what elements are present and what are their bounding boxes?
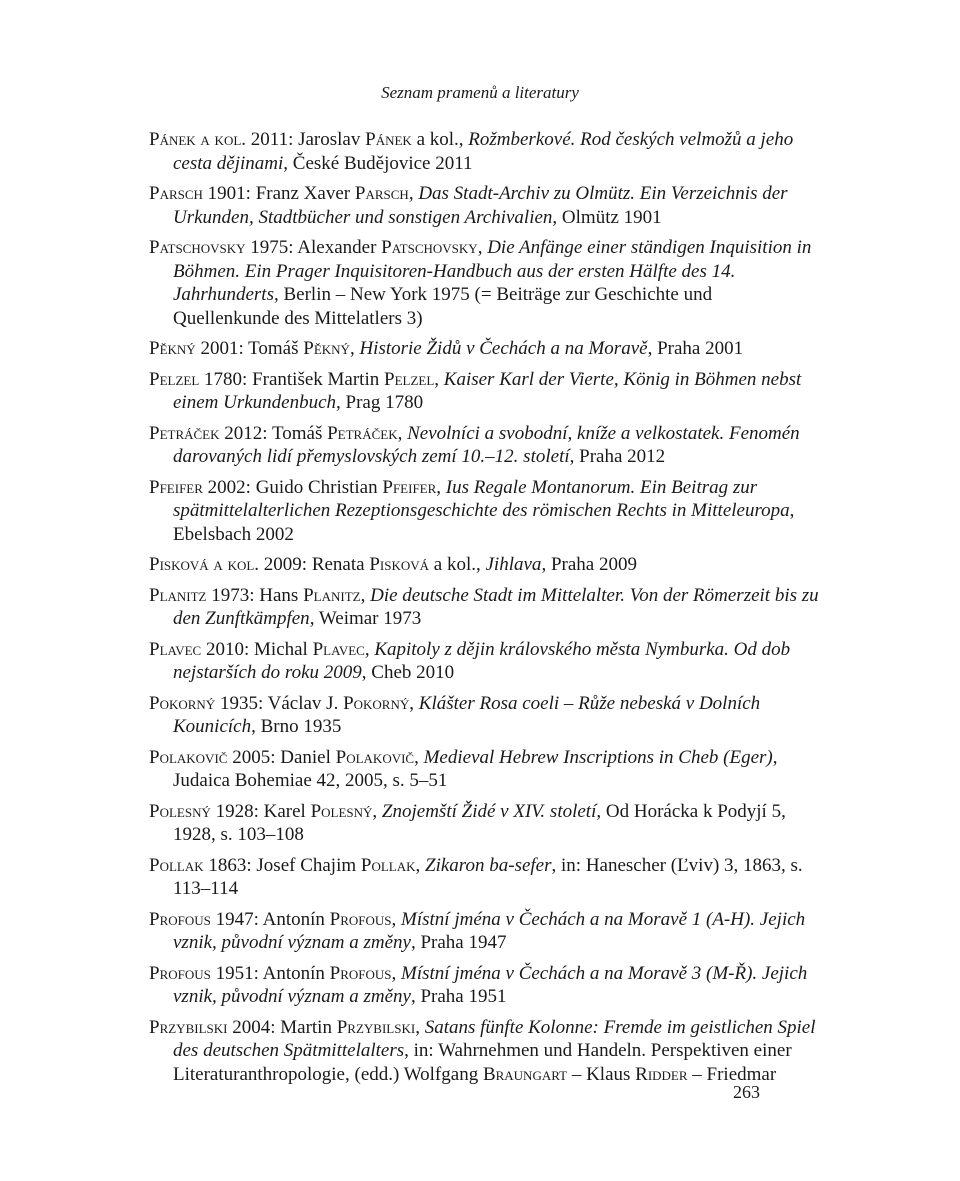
bibliography-entry [149,638,819,685]
entry-editor-name: Ridder [635,1063,688,1085]
entry-key: Pelzel [149,368,200,390]
bibliography-entry [149,908,819,955]
entry-year: 1951: [210,962,263,984]
entry-year: 1947: [210,908,263,930]
entry-author-after: , [349,338,360,359]
entry-title: Znojemští Židé v XIV. století [381,800,597,822]
entry-author-first: Alexander [297,237,382,258]
entry-key: Pánek a kol. [149,129,247,150]
entry-author-last: Polakovič [335,746,415,768]
entry-title: Jihlava [485,554,542,575]
bibliography-entry [149,800,819,847]
bibliography-entry [149,692,819,739]
entry-author-last: Pisková [369,554,430,575]
entry-title: Kapitoly z dějin královského města Nymburka. Od dob nejstarších do roku 2009 [173,638,791,683]
entry-rest: , Praha 2012 [569,446,666,467]
entry-rest: , Praha 1947 [410,932,507,953]
entry-key: Plavec [149,638,202,660]
entry-author-first: Daniel [280,746,336,768]
entry-author-after: , [397,422,408,444]
entry-key: Pfeifer [149,476,203,498]
entry-key: Parsch [149,183,203,204]
entry-key: Planitz [149,584,207,606]
entry-author-after: , [391,908,402,930]
entry-key: Pollak [149,854,204,876]
entry-author-after: , [409,692,419,714]
entry-author-first: Hans [259,584,304,606]
bibliography-entry [149,1016,819,1087]
entry-rest: , in: Wahrnehmen und Handeln. Perspektiven einer Literaturanthropologie, (edd.) Wolfgang [173,1040,792,1085]
entry-author-last: Pánek [365,129,412,150]
entry-title: Kaiser Karl der Vierte, König in Böhmen nebst einem Urkundenbuch [173,368,802,413]
entry-author-last: Planitz [303,584,361,606]
entry-rest: , Praha 2009 [541,554,637,575]
entry-rest: , Ebelsbach 2002 [173,500,795,545]
entry-rest: , in: Hanescher (Ľviv) 3, 1863, s. 113–114 [173,854,803,899]
entry-key: Polesný [149,800,211,822]
entry-author-after: , [408,183,419,204]
entry-author-last: Polesný [310,800,373,822]
entry-rest: , Weimar 1973 [309,608,422,629]
entry-author-last: Plavec [312,638,365,660]
entry-title: Zikaron ba-sefer [425,854,552,876]
entry-editor-name: Braungart [482,1063,568,1085]
entry-author-first: Josef Chajim [256,854,361,876]
entry-year: 2005: [227,746,281,768]
entry-title: Satans fünfte Kolonne: Fremde im geistlichen Spiel des deutschen Spätmittelalters [173,1016,816,1061]
entry-author-last: Pollak [360,854,416,876]
entry-author-first: Antonín [262,908,330,930]
entry-author-first: Michal [254,638,313,660]
bibliography-entry [149,236,819,330]
entry-author-first: Franz Xaver [255,183,355,204]
entry-key: Polakovič [149,746,228,768]
entry-key: Pokorný [149,692,216,714]
entry-editor-text: – Friedmar [687,1063,777,1085]
entry-author-after: , [434,368,444,390]
bibliography-entry [149,962,819,1009]
entry-author-first: František Martin [252,368,384,390]
entry-rest: , Prag 1780 [336,392,424,413]
entry-author-last: Patschovsky [381,237,478,258]
entry-year: 1973: [206,584,260,606]
entry-rest: , Berlin – New York 1975 (= Beiträge zur Geschichte und Quellenkunde des Mittelatlers 3) [173,284,713,329]
entry-year: 1780: [199,368,253,390]
entry-author-after: , [414,746,424,768]
entry-key: Pěkný [149,338,196,359]
entry-rest: , Olmütz 1901 [552,206,662,228]
entry-rest: , Od Horácka k Podyjí 5, 1928, s. 103–108 [173,800,786,845]
entry-year: 1975: [245,237,298,258]
entry-key: Pisková a kol. [149,554,260,575]
entry-title: Rožmberkové. Rod českých velmožů a jeho cesta dějinami [173,129,794,174]
entry-title: Das Stadt-Archiv zu Olmütz. Ein Verzeichnis der Urkunden, Stadtbücher und sonstigen Archivalien [173,183,788,228]
bibliography-entry [149,854,819,901]
entry-author-last: Petráček [327,422,398,444]
entry-key: Przybilski [149,1016,228,1038]
bibliography-entry [149,128,819,175]
entry-rest: , České Budějovice 2011 [283,152,473,174]
entry-year: 2002: [202,476,256,498]
entry-title: Klášter Rosa coeli – Růže nebeská v Dolních Kounicích [173,692,761,737]
bibliography-entry [149,553,819,577]
entry-year: 1928: [210,800,264,822]
page-number: 263 [733,1082,760,1102]
entry-author-last: Parsch [354,183,409,204]
entry-key: Profous [149,962,211,984]
entry-editor-text: – Klaus [567,1063,636,1085]
bibliography-entry [149,746,819,793]
entry-year: 2001: [195,338,249,359]
entry-year: 1901: [202,183,256,204]
entry-rest: , Brno 1935 [251,716,342,737]
entry-author-last: Pokorný [343,692,410,714]
entry-author-first: Renata [311,554,370,575]
entry-key: Profous [149,908,211,930]
running-head: Seznam pramenů a literatury [381,83,579,102]
entry-author-after: a kol., [429,554,486,575]
entry-author-after: , [391,962,402,984]
bibliography-entry [149,476,819,547]
entry-author-after: , [436,476,446,498]
entry-author-last: Pěkný [303,338,350,359]
entry-author-first: Martin [280,1016,337,1038]
entry-author-last: Pfeifer [382,476,437,498]
entry-author-first: Václav J. [267,692,344,714]
entry-rest: , Cheb 2010 [361,662,455,683]
bibliography-entry [149,422,819,469]
entry-year: 2012: [219,422,272,444]
entry-author-after: , [372,800,382,822]
bibliography-entry [149,182,819,229]
entry-title: Místní jména v Čechách a na Moravě 1 (A-H). Jejich vznik, původní význam a změny [173,908,806,953]
entry-year: 1863: [203,854,257,876]
entry-author-after: , [415,1016,425,1038]
entry-author-last: Profous [329,908,392,930]
entry-rest: , Praha 2001 [647,338,744,359]
entry-rest: , Judaica Bohemiae 42, 2005, s. 5–51 [173,746,778,791]
bibliography-entry [149,368,819,415]
entry-author-after: a kol., [411,129,469,150]
entry-author-first: Karel [263,800,311,822]
entry-author-after: , [415,854,426,876]
entry-title: Die deutsche Stadt im Mittelalter. Von der Römerzeit bis zu den Zunftkämpfen [173,584,819,629]
entry-author-after: , [477,237,488,258]
entry-author-after: , [360,584,371,606]
entry-author-first: Tomáš [271,422,328,444]
entry-year: 2011: [246,129,299,150]
entry-author-first: Jaroslav [298,129,366,150]
entry-title: Místní jména v Čechách a na Moravě 3 (M-Ř). Jejich vznik, původní význam a změny [173,962,808,1007]
entry-author-last: Przybilski [336,1016,416,1038]
entry-author-last: Profous [329,962,392,984]
entry-title: Medieval Hebrew Inscriptions in Cheb (Eger) [423,746,773,768]
entry-title: Die Anfänge einer ständigen Inquisition in Böhmen. Ein Prager Inquisitoren-Handbuch aus der ersten Hälfte des 14. Jahrhunderts [173,237,812,305]
entry-year: 2009: [259,554,312,575]
bibliography-list [149,128,819,1093]
bibliography-entry [149,337,819,361]
entry-author-after: , [364,638,375,660]
entry-author-first: Antonín [262,962,330,984]
entry-title: Nevolníci a svobodní, kníže a velkostatek. Fenomén darovaných lidí přemyslovských zemí 10.–12. století [173,422,800,467]
entry-key: Petráček [149,422,220,444]
entry-year: 2004: [227,1016,281,1038]
entry-year: 2010: [201,638,255,660]
bibliography-entry [149,584,819,631]
entry-title: Ius Regale Montanorum. Ein Beitrag zur spätmittelalterlichen Rezeptionsgeschichte des römischen Rechts in Mitteleuropa [173,476,790,521]
entry-author-first: Tomáš [248,338,304,359]
entry-author-first: Guido Christian [255,476,383,498]
entry-author-last: Pelzel [384,368,435,390]
entry-year: 1935: [215,692,268,714]
entry-rest: , Praha 1951 [410,986,507,1007]
entry-key: Patschovsky [149,237,246,258]
entry-title: Historie Židů v Čechách a na Moravě [359,338,648,359]
